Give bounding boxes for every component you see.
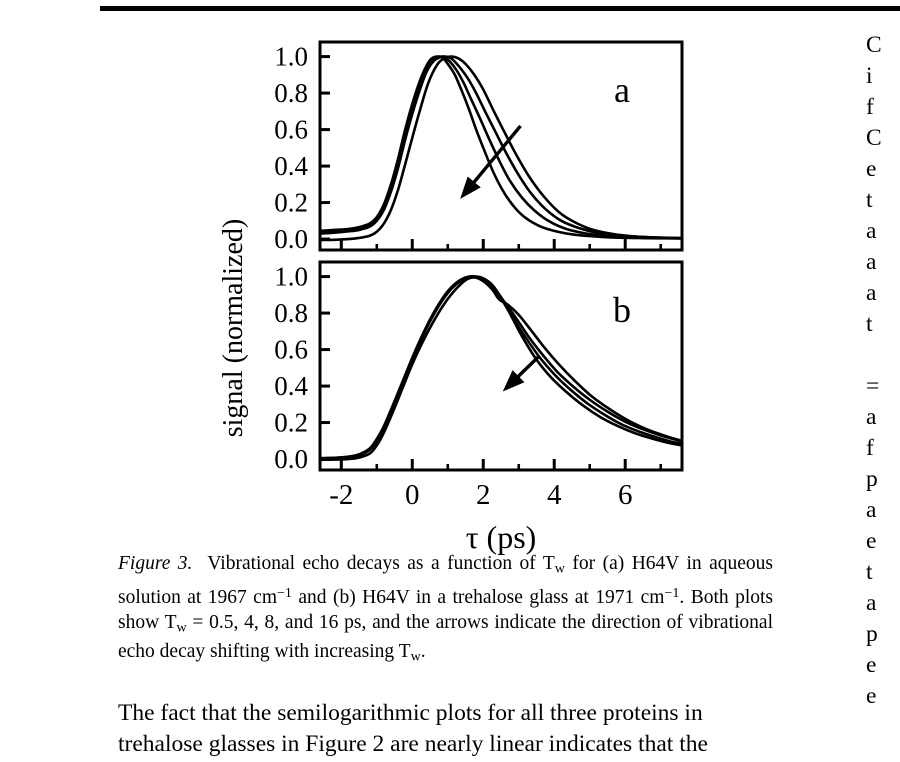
plot-area bbox=[0, 28, 760, 558]
right-column-line: f bbox=[866, 435, 874, 461]
x-tick-label: 4 bbox=[546, 479, 562, 511]
caption-seg-4: . Both plots show T bbox=[118, 586, 773, 633]
right-column-clipped-text bbox=[866, 30, 900, 762]
right-column-gap bbox=[866, 340, 900, 371]
panel-b-letter: b bbox=[613, 290, 631, 330]
panel-b bbox=[274, 262, 682, 511]
figure-caption bbox=[118, 552, 773, 669]
y-tick-label: 1.0 bbox=[274, 41, 308, 72]
right-column-line: t bbox=[866, 311, 873, 337]
y-axis-title: signal (normalized) bbox=[218, 218, 249, 438]
x-tick-label: 0 bbox=[405, 479, 420, 511]
stacked-line-plots-svg bbox=[0, 28, 760, 558]
y-tick-label: 0.2 bbox=[274, 187, 308, 218]
right-column-line: e bbox=[866, 156, 877, 182]
y-tick-label: 1.0 bbox=[274, 261, 308, 292]
y-tick-label: 0.6 bbox=[274, 334, 308, 365]
right-column-line: e bbox=[866, 652, 877, 678]
body-paragraph bbox=[118, 698, 778, 760]
caption-sub-tw-2: w bbox=[176, 619, 187, 636]
caption-seg-1: Vibrational echo decays as a function of T bbox=[207, 553, 555, 574]
panel-a bbox=[274, 42, 682, 254]
panel-b-x-ticks bbox=[341, 459, 660, 470]
panel-b-direction-arrow bbox=[503, 357, 538, 392]
panel-b-y-tick-labels bbox=[274, 262, 308, 474]
right-column-line: p bbox=[866, 466, 878, 492]
y-tick-label: 0.0 bbox=[274, 444, 308, 475]
right-column-line: C bbox=[866, 125, 882, 151]
right-column-line: a bbox=[866, 497, 877, 523]
x-tick-label: 6 bbox=[617, 479, 633, 511]
caption-sub-tw-1: w bbox=[554, 560, 565, 577]
caption-seg-6: . bbox=[420, 640, 426, 662]
panel-a-letter: a bbox=[614, 70, 630, 110]
right-column-line: a bbox=[866, 218, 877, 244]
caption-seg-2: for (a) H64V in aqueous solution at 1967 cm bbox=[118, 553, 774, 608]
y-tick-label: 0.4 bbox=[274, 371, 308, 402]
right-column-line: p bbox=[866, 621, 878, 647]
caption-sub-tw-3: w bbox=[410, 648, 421, 665]
caption-seg-3: and (b) H64V in a trehalose glass at 1971 cm bbox=[291, 586, 665, 608]
x-axis-title: τ (ps) bbox=[465, 519, 537, 555]
caption-sup-1: −1 bbox=[277, 585, 292, 602]
right-column-line: a bbox=[866, 280, 877, 306]
body-line-2: trehalose glasses in Figure 2 are nearly linear indicates that the bbox=[118, 731, 708, 757]
right-column-line: t bbox=[866, 559, 873, 585]
page-top-rule bbox=[100, 6, 900, 11]
y-tick-label: 0.8 bbox=[274, 78, 308, 109]
right-column-line: e bbox=[866, 528, 877, 554]
right-column-line: t bbox=[866, 187, 873, 213]
right-column-line: = bbox=[866, 373, 880, 399]
right-column-line: a bbox=[866, 404, 877, 430]
right-column-line: a bbox=[866, 249, 877, 275]
y-tick-label: 0.6 bbox=[274, 114, 308, 145]
x-tick-label: -2 bbox=[329, 479, 354, 511]
body-line-1: The fact that the semilogarithmic plots for all three proteins in bbox=[118, 700, 703, 726]
panel-a-y-tick-labels bbox=[274, 42, 308, 254]
figure-3 bbox=[0, 28, 760, 558]
right-column-line: a bbox=[866, 590, 877, 616]
caption-seg-5: = 0.5, 4, 8, and 16 ps, and the arrows indicate the direction of vibrational echo decay shifting with increasing T bbox=[118, 611, 773, 662]
y-tick-label: 0.4 bbox=[274, 151, 308, 182]
right-column-line: C bbox=[866, 32, 882, 58]
y-tick-label: 0.8 bbox=[274, 298, 308, 329]
x-tick-label: 2 bbox=[476, 479, 491, 511]
right-column-line: e bbox=[866, 683, 877, 709]
right-column-line: i bbox=[866, 63, 873, 89]
y-tick-label: 0.2 bbox=[274, 407, 308, 438]
figure-caption-label: Figure 3. bbox=[118, 553, 193, 574]
y-tick-label: 0.0 bbox=[274, 224, 308, 255]
right-column-line: f bbox=[866, 94, 874, 120]
caption-sup-2: −1 bbox=[664, 585, 680, 602]
panel-b-x-tick-labels bbox=[329, 479, 632, 511]
panel-a-x-ticks bbox=[341, 239, 660, 250]
